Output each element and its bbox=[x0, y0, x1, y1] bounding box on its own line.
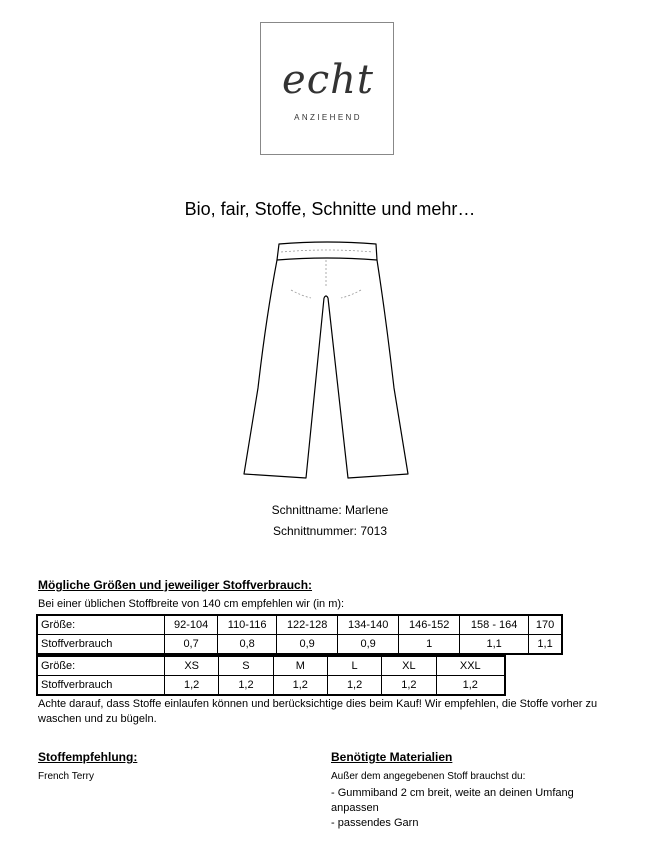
materials-title: Benötigte Materialien bbox=[331, 750, 453, 764]
table-cell: XXL bbox=[436, 656, 505, 676]
table-cell: 0,9 bbox=[338, 635, 399, 655]
table-cell: Größe: bbox=[37, 656, 165, 676]
table-cell: 1,2 bbox=[327, 676, 381, 696]
logo-script-text: echt bbox=[282, 57, 374, 103]
table-cell: Größe: bbox=[37, 615, 165, 635]
right-leg-shape bbox=[328, 260, 408, 478]
materials-list bbox=[331, 786, 621, 831]
left-leg-shape bbox=[244, 260, 324, 478]
care-note: Achte darauf, dass Stoffe einlaufen können und berücksichtige dies beim Kauf! Wir empfehlen, die Stoffe vorher zu waschen und zu bügeln. bbox=[38, 698, 598, 725]
table-row bbox=[37, 615, 562, 635]
table-cell: XL bbox=[382, 656, 436, 676]
table-cell: 170 bbox=[529, 615, 562, 635]
table-cell: 122-128 bbox=[277, 615, 338, 635]
table-row bbox=[37, 635, 562, 655]
sizes-title: Mögliche Größen und jeweiliger Stoffverbrauch: bbox=[38, 578, 313, 592]
table-cell: 1,2 bbox=[165, 676, 219, 696]
pants-drawing bbox=[236, 238, 416, 483]
pattern-name: Schnittname: Marlene bbox=[271, 503, 389, 517]
sizes-intro: Bei einer üblichen Stoffbreite von 140 cm empfehlen wir (in m): bbox=[38, 598, 345, 610]
list-item: - Gummiband 2 cm breit, weite an deinen Umfang anpassen bbox=[331, 787, 574, 814]
table-cell: 110-116 bbox=[218, 615, 277, 635]
table-cell: 1,2 bbox=[273, 676, 327, 696]
table-cell: 0,7 bbox=[165, 635, 218, 655]
table-cell: 158 - 164 bbox=[460, 615, 529, 635]
table-cell: 1,1 bbox=[460, 635, 529, 655]
table-cell: L bbox=[327, 656, 381, 676]
table-cell: 1,1 bbox=[529, 635, 562, 655]
fabric-value: French Terry bbox=[38, 771, 94, 782]
table-cell: S bbox=[219, 656, 273, 676]
table-cell: 1,2 bbox=[436, 676, 505, 696]
table-row bbox=[37, 676, 505, 696]
table-cell: M bbox=[273, 656, 327, 676]
table-cell: 0,9 bbox=[277, 635, 338, 655]
list-item: - passendes Garn bbox=[331, 817, 419, 829]
table-cell: 0,8 bbox=[218, 635, 277, 655]
logo-subtitle: ANZIEHEND bbox=[294, 113, 362, 122]
table-cell: 146-152 bbox=[399, 615, 460, 635]
table-cell: 1,2 bbox=[382, 676, 436, 696]
size-table-kids bbox=[36, 614, 563, 655]
materials-intro: Außer dem angegebenen Stoff brauchst du: bbox=[331, 771, 526, 782]
tagline: Bio, fair, Stoffe, Schnitte und mehr… bbox=[184, 199, 476, 219]
fabric-title: Stoffempfehlung: bbox=[38, 750, 138, 764]
pattern-number: Schnittnummer: 7013 bbox=[272, 524, 388, 538]
brand-logo bbox=[260, 22, 394, 155]
table-cell: 134-140 bbox=[338, 615, 399, 635]
table-cell: Stoffverbrauch bbox=[37, 635, 165, 655]
size-table-adults bbox=[36, 655, 506, 696]
table-cell: Stoffverbrauch bbox=[37, 676, 165, 696]
table-cell: 1,2 bbox=[219, 676, 273, 696]
table-cell: XS bbox=[165, 656, 219, 676]
table-cell: 92-104 bbox=[165, 615, 218, 635]
table-cell: 1 bbox=[399, 635, 460, 655]
table-row bbox=[37, 656, 505, 676]
